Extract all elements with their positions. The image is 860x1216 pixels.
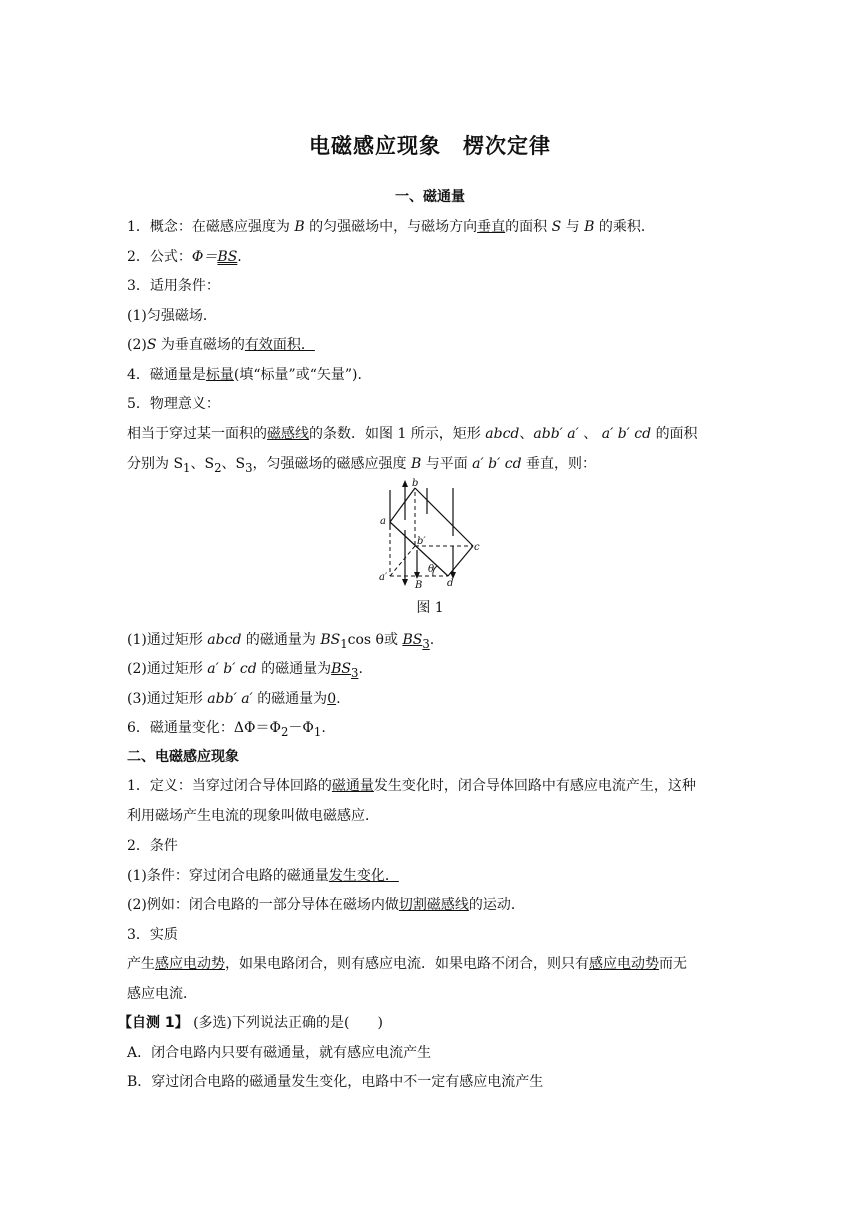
label-a-prime: a′ xyxy=(379,572,388,583)
condition-2: (2)S 为垂直磁场的有效面积． xyxy=(127,337,315,353)
section-heading-em-induction: 二、电磁感应现象 xyxy=(127,749,239,765)
label-c: c xyxy=(474,542,480,553)
meaning-paragraph-line-1: 相当于穿过某一面积的磁感线的条数．如图 1 所示，矩形 abcd、abb′ a′ 、 a′ b′ cd 的面积 xyxy=(127,426,698,442)
definition-line-1: 1．定义：当穿过闭合导体回路的磁通量发生变化时，闭合导体回路中有感应电流产生，这种 xyxy=(127,778,696,794)
figure-caption: 图 1 xyxy=(416,600,444,616)
result-3: (3)通过矩形 abb′ a′ 的磁通量为0. xyxy=(127,691,341,707)
result-1: (1)通过矩形 abcd 的磁通量为 $BS_1\cos$ θ或 $BS_3$. xyxy=(127,632,435,651)
quiz-question: 【自测 1】 (多选)下列说法正确的是( ) xyxy=(118,1015,383,1031)
flux-change: 6．磁通量变化：$\Delta\Phi=\Phi_2-\Phi_1$. xyxy=(127,720,326,739)
result-2: (2)通过矩形 a′ b′ cd 的磁通量为$BS_3$. xyxy=(127,661,363,680)
essence-line-2: 感应电流． xyxy=(127,986,197,1002)
label-b-prime: b′ xyxy=(417,536,426,547)
condition-2-2: (2)例如：闭合电路的一部分导体在磁场内做切割磁感线的运动． xyxy=(127,897,525,913)
quiz-option-b: B．穿过闭合电路的磁通量发生变化，电路中不一定有感应电流产生 xyxy=(127,1074,544,1090)
meaning-title: 5．物理意义： xyxy=(127,396,220,412)
essence-line-1: 产生感应电动势，如果电路闭合，则有感应电流．如果电路不闭合，则只有感应电动势而无 xyxy=(127,956,687,972)
condition-title-2: 2．条件 xyxy=(127,838,178,854)
label-theta: θ xyxy=(428,564,435,575)
quiz-option-a: A．闭合电路内只要有磁通量，就有感应电流产生 xyxy=(127,1045,432,1061)
essence-title: 3．实质 xyxy=(127,927,178,943)
concept-line: 1．概念：在磁感应强度为 B 的匀强磁场中，与磁场方向垂直的面积 S 与 B 的乘积． xyxy=(127,219,655,235)
scalar-line: 4．磁通量是标量(填“标量”或“矢量”)． xyxy=(127,367,372,383)
definition-line-2: 利用磁场产生电流的现象叫做电磁感应． xyxy=(127,808,379,824)
page-title: 电磁感应现象 楞次定律 xyxy=(309,134,551,158)
label-b: b xyxy=(412,478,419,489)
meaning-paragraph-line-2: 分别为 $S_1$、$S_2$、$S_3$，匀强磁场的磁感应强度 B 与平面 a′ b′ cd 垂直，则： xyxy=(127,456,596,475)
formula-line: 2．公式：Φ＝BS. xyxy=(127,249,242,265)
label-B: B xyxy=(415,580,423,591)
section-heading-magnetic-flux: 一、磁通量 xyxy=(395,189,465,205)
condition-title: 3．适用条件： xyxy=(127,278,220,294)
label-d: d xyxy=(447,578,454,589)
figure-1-diagram xyxy=(375,478,490,593)
condition-1: (1)匀强磁场． xyxy=(127,308,217,324)
label-a: a xyxy=(380,516,386,527)
condition-2-1: (1)条件：穿过闭合电路的磁通量发生变化． xyxy=(127,868,399,884)
